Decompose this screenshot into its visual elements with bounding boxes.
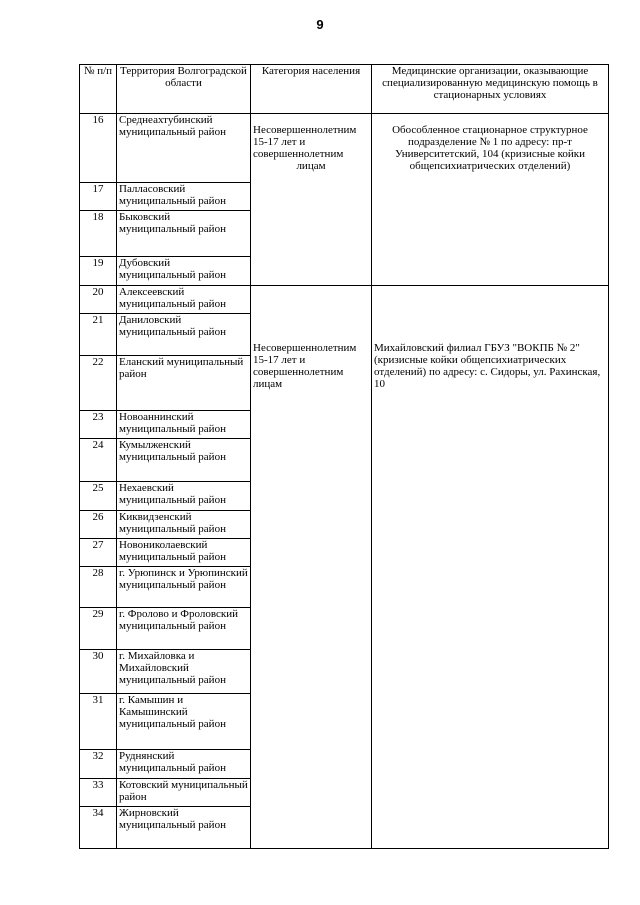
territory-cell: Жирновский муниципальный район [117,807,251,849]
row-number: 18 [80,211,117,257]
page-number: 9 [316,17,324,32]
row-number: 31 [80,694,117,750]
row-number: 24 [80,439,117,482]
category-line: 15-17 лет и [253,354,306,366]
row-number: 26 [80,511,117,539]
territory-cell: г. Камышин и Камышинский муниципальный район [117,694,251,750]
table-row [80,114,609,183]
territory-cell: Нехаевский муниципальный район [117,482,251,511]
header-category: Категория населения [251,65,372,114]
category-line: Несовершеннолетним [253,342,357,354]
organization-cell: Обособленное стационарное структурное подразделение № 1 по адресу: пр-т Университетский, 104 (кризисные койки общепсихиатрических отделений) [372,114,609,286]
category-line: 15-17 лет и [253,136,306,148]
territory-cell: Еланский муниципальный район [117,356,251,411]
row-number: 27 [80,539,117,567]
row-number: 23 [80,411,117,439]
row-number: 20 [80,286,117,314]
category-cell [251,114,372,286]
territory-cell: Руднянский муниципальный район [117,750,251,779]
header-territory: Территория Волгоградской области [117,65,251,114]
territory-cell: Дубовский муниципальный район [117,257,251,286]
territory-cell: Даниловский муниципальный район [117,314,251,356]
row-number: 25 [80,482,117,511]
category-line: совершеннолетним [253,148,344,160]
territory-cell: Среднеахтубинский муниципальный район [117,114,251,183]
row-number: 33 [80,779,117,807]
territory-cell: Палласовский муниципальный район [117,183,251,211]
territory-cell: г. Урюпинск и Урюпинский муниципальный район [117,567,251,608]
row-number: 28 [80,567,117,608]
medical-organizations-table [79,64,609,849]
row-number: 32 [80,750,117,779]
territory-cell: Быковский муниципальный район [117,211,251,257]
row-number: 34 [80,807,117,849]
territory-cell: Алексеевский муниципальный район [117,286,251,314]
territory-cell: Новоаннинский муниципальный район [117,411,251,439]
territory-cell: Новониколаевский муниципальный район [117,539,251,567]
organization-cell: Михайловский филиал ГБУЗ "ВОКПБ № 2" (кризисные койки общепсихиатрических отделений) по адресу: с. Сидоры, ул. Рахинская, 10 [372,286,609,849]
territory-cell: Киквидзенский муниципальный район [117,511,251,539]
category-line: совершеннолетним [253,366,344,378]
territory-cell: г. Михайловка и Михайловский муниципальный район [117,650,251,694]
header-organizations: Медицинские организации, оказывающие специализированную медицинскую помощь в стационарных условиях [372,65,609,114]
row-number: 22 [80,356,117,411]
category-line: лицам [296,160,326,172]
territory-cell: Котовский муниципальный район [117,779,251,807]
category-line: лицам [253,378,283,390]
table-row [80,286,609,314]
row-number: 21 [80,314,117,356]
category-cell [251,286,372,849]
category-line: Несовершеннолетним [253,124,357,136]
row-number: 30 [80,650,117,694]
territory-cell: Кумылженский муниципальный район [117,439,251,482]
territory-cell: г. Фролово и Фроловский муниципальный район [117,608,251,650]
row-number: 29 [80,608,117,650]
row-number: 17 [80,183,117,211]
row-number: 19 [80,257,117,286]
row-number: 16 [80,114,117,183]
header-num: № п/п [80,65,117,114]
